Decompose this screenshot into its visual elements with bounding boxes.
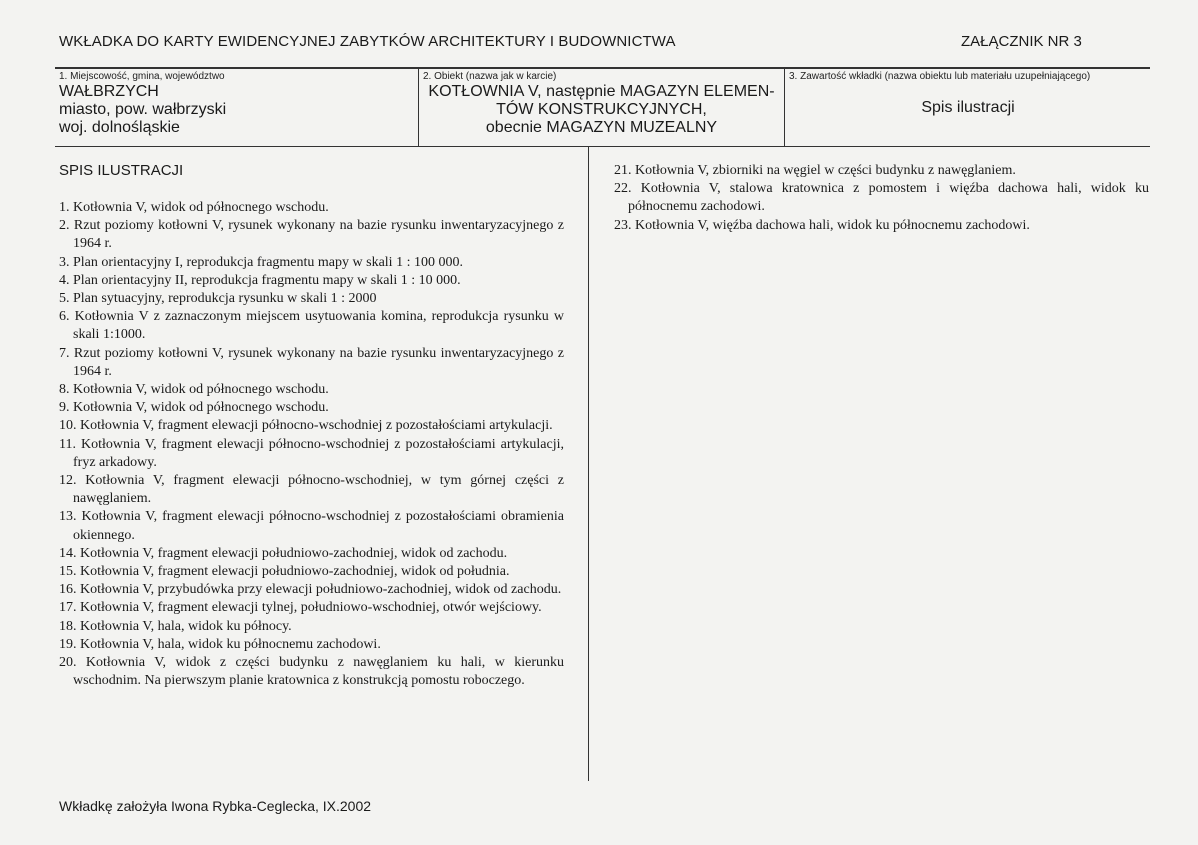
list-item: 18. Kotłownia V, hala, widok ku północy. xyxy=(59,618,292,634)
list-item: 19. Kotłownia V, hala, widok ku północnemu zachodowi. xyxy=(59,636,381,652)
list-item: 8. Kotłownia V, widok od północnego wschodu. xyxy=(59,382,329,398)
field-divider-1 xyxy=(418,68,419,146)
list-item: 3. Plan orientacyjny I, reprodukcja fragmentu mapy w skali 1 : 100 000. xyxy=(59,254,463,270)
list-item: 14. Kotłownia V, fragment elewacji południowo-zachodniej, widok od zachodu. xyxy=(59,545,508,561)
document-title: WKŁADKA DO KARTY EWIDENCYJNEJ ZABYTKÓW ARCHITEKTURY I BUDOWNICTWA xyxy=(59,33,676,50)
illustrations-list-left xyxy=(59,199,564,690)
location-caption: 1. Miejscowość, gmina, województwo xyxy=(59,71,225,82)
list-item: 23. Kotłownia V, więźba dachowa hali, widok ku północnemu zachodowi. xyxy=(614,217,1030,233)
list-item: 17. Kotłownia V, fragment elewacji tylnej, południowo-wschodniej, otwór wejściowy. xyxy=(59,600,542,616)
top-rule xyxy=(55,67,1150,69)
illustrations-list-right xyxy=(614,162,1149,235)
list-item: 1. Kotłownia V, widok od północnego wschodu. xyxy=(59,200,329,215)
list-item: 16. Kotłownia V, przybudówka przy elewacji południowo-zachodniej, widok od zachodu. xyxy=(59,582,562,598)
list-item: 10. Kotłownia V, fragment elewacji północno-wschodniej z pozostałościami artykulacji. xyxy=(59,418,553,434)
location-field xyxy=(59,71,414,137)
list-item: 4. Plan orientacyjny II, reprodukcja fragmentu mapy w skali 1 : 10 000. xyxy=(59,272,461,288)
content-value: Spis ilustracji xyxy=(921,99,1015,116)
list-title: SPIS ILUSTRACJI xyxy=(59,162,184,179)
header-bottom-rule xyxy=(55,146,1150,147)
object-caption: 2. Obiekt (nazwa jak w karcie) xyxy=(423,71,557,82)
object-name-line3: obecnie MAGAZYN MUZEALNY xyxy=(485,119,718,136)
list-item: 21. Kotłownia V, zbiorniki na węgiel w części budynku z nawęglaniem. xyxy=(614,163,1016,178)
content-field xyxy=(789,71,1147,117)
object-name-line1: KOTŁOWNIA V, następnie MAGAZYN ELEMEN- xyxy=(428,83,775,100)
location-county: miasto, pow. wałbrzyski xyxy=(59,101,227,118)
author-note: Wkładkę założyła Iwona Rybka-Ceglecka, IX.2002 xyxy=(59,798,372,814)
field-divider-2 xyxy=(784,68,785,146)
list-item: 20. Kotłownia V, widok z części budynku z nawęglaniem ku hali, w kierunku wschodnim. Na pierwszym planie kratownica z konstrukcją pomostu roboczego. xyxy=(59,655,564,689)
column-divider xyxy=(588,147,589,781)
object-field xyxy=(423,71,780,137)
location-city: WAŁBRZYCH xyxy=(59,83,159,100)
annex-label: ZAŁĄCZNIK NR 3 xyxy=(961,33,1082,50)
list-item: 15. Kotłownia V, fragment elewacji południowo-zachodniej, widok od południa. xyxy=(59,564,510,580)
list-item: 2. Rzut poziomy kotłowni V, rysunek wykonany na bazie rysunku inwentaryzacyjnego z 1964 r. xyxy=(59,218,564,252)
content-caption: 3. Zawartość wkładki (nazwa obiektu lub materiału uzupełniającego) xyxy=(789,71,1091,82)
object-name-line2: TÓW KONSTRUKCYJNYCH, xyxy=(496,101,707,118)
list-item: 12. Kotłownia V, fragment elewacji północno-wschodniej, w tym górnej części z nawęglaniem. xyxy=(59,473,564,507)
list-item: 9. Kotłownia V, widok od północnego wschodu. xyxy=(59,400,329,416)
list-item: 13. Kotłownia V, fragment elewacji północno-wschodniej z pozostałościami obramienia okiennego. xyxy=(59,509,564,543)
list-item: 22. Kotłownia V, stalowa kratownica z pomostem i więźba dachowa hali, widok ku północnemu zachodowi. xyxy=(614,181,1149,215)
location-voivodeship: woj. dolnośląskie xyxy=(59,119,180,136)
list-item: 11. Kotłownia V, fragment elewacji północno-wschodniej z pozostałościami artykulacji, fryz arkadowy. xyxy=(59,436,564,470)
list-item: 5. Plan sytuacyjny, reprodukcja rysunku w skali 1 : 2000 xyxy=(59,291,377,307)
list-item: 6. Kotłownia V z zaznaczonym miejscem usytuowania komina, reprodukcja rysunku w skali 1:1000. xyxy=(59,309,564,343)
list-item: 7. Rzut poziomy kotłowni V, rysunek wykonany na bazie rysunku inwentaryzacyjnego z 1964 r. xyxy=(59,345,564,379)
